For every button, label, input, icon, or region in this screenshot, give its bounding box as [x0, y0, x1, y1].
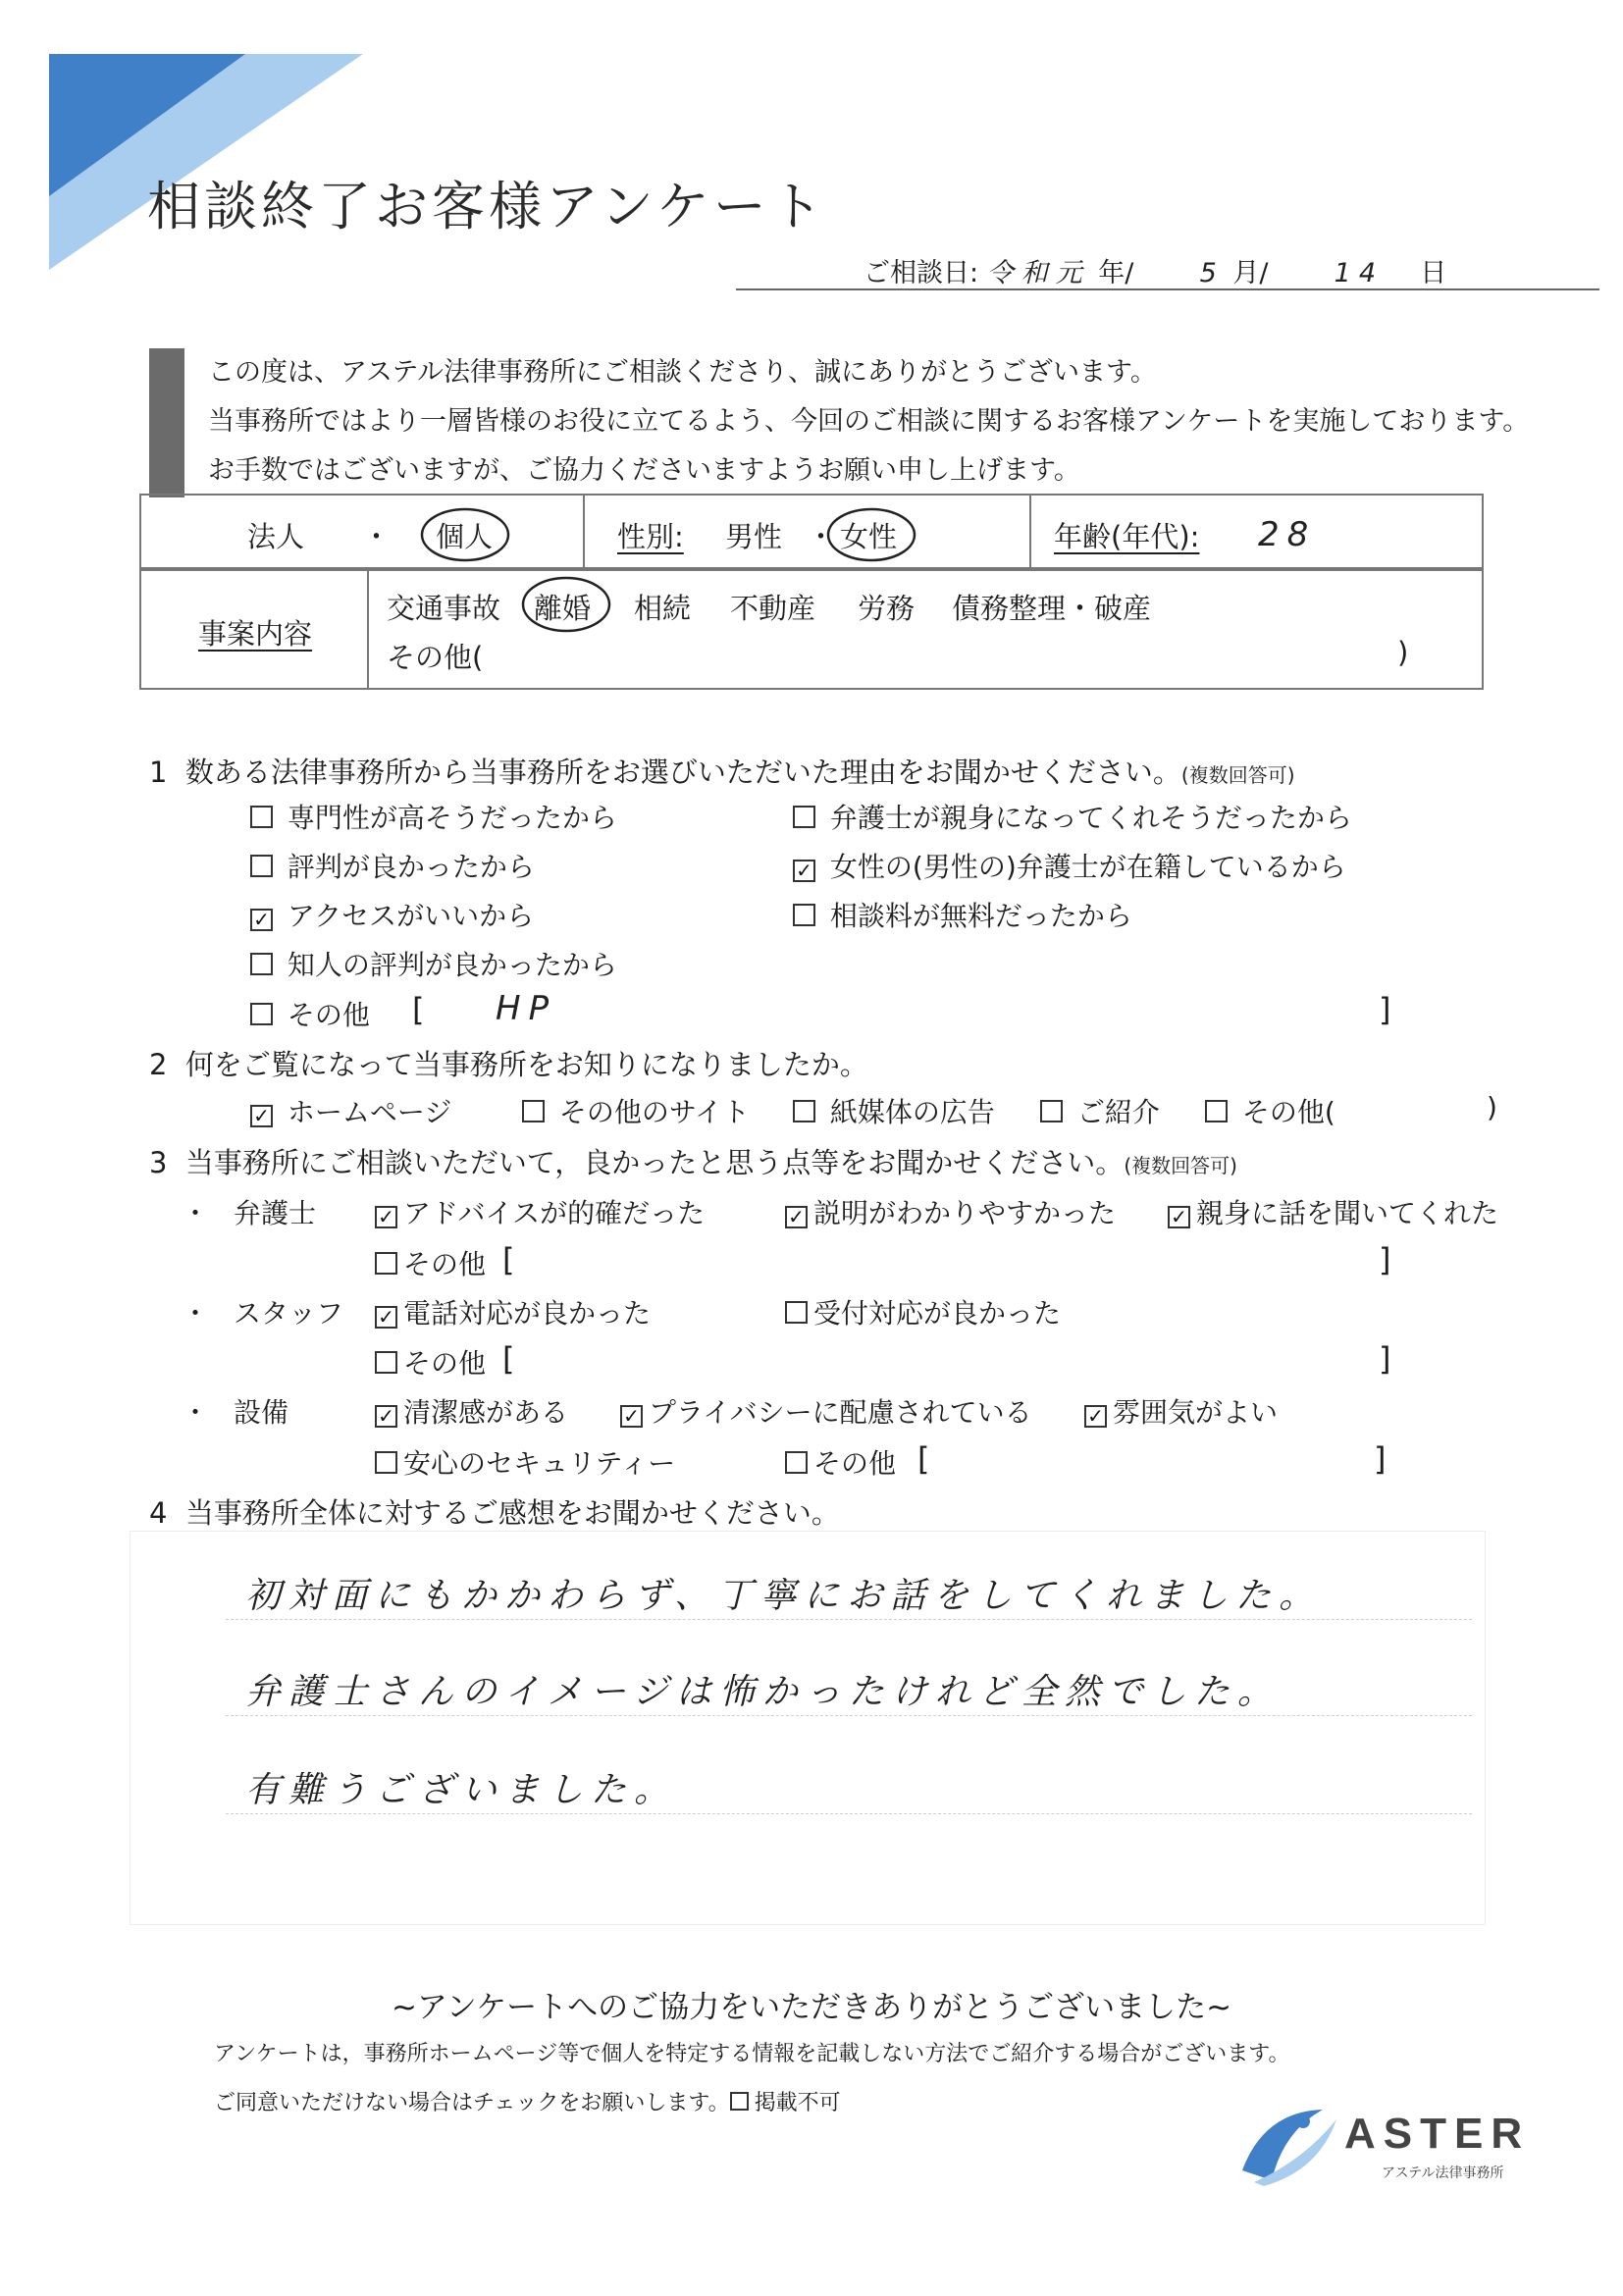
checkbox-icon	[250, 806, 273, 828]
q1-option[interactable]: 相談料が無料だったから	[793, 895, 1132, 934]
checkbox-checked-icon: ✓	[375, 1405, 397, 1428]
profile-row: 法人 ・ 個人 性別: 男性 ・ 女性 年齢(年代): 28	[139, 494, 1484, 569]
q2-option[interactable]: その他のサイト	[522, 1091, 750, 1130]
q4-answer-line: 有難うございました。	[245, 1770, 678, 1810]
q3-option[interactable]: ✓ 雰囲気がよい	[1084, 1391, 1278, 1431]
checkbox-icon	[250, 1003, 273, 1025]
q1-option[interactable]: 評判が良かったから	[250, 846, 535, 885]
q3-option[interactable]: ✓ 電話対応が良かった	[375, 1292, 651, 1331]
matter-item[interactable]: 債務整理・破産	[952, 592, 1152, 625]
matter-item[interactable]: 離婚	[534, 592, 592, 625]
logo-sub: アステル法律事務所	[1382, 2166, 1504, 2181]
page-title: 相談終了お客様アンケート	[147, 176, 827, 237]
date-underline	[736, 288, 1599, 290]
date-month: 5	[1199, 258, 1225, 288]
q3-facility-label: 設備	[234, 1396, 289, 1429]
q1-option[interactable]: 弁護士が親身になってくれそうだったから	[793, 797, 1352, 836]
q2-option[interactable]: 紙媒体の広告	[793, 1091, 995, 1130]
checkbox-icon	[785, 1301, 808, 1324]
q1-option[interactable]: ✓ アクセスがいいから	[250, 895, 534, 934]
q3-option[interactable]: ✓ 清潔感がある	[375, 1391, 568, 1431]
q3-option[interactable]: ✓ プライバシーに配慮されている	[620, 1391, 1032, 1431]
checkbox-checked-icon: ✓	[250, 1105, 273, 1127]
age-value: 28	[1258, 515, 1317, 554]
option-individual[interactable]: 個人	[436, 520, 494, 553]
q3-option[interactable]: ✓ 親身に話を聞いてくれた	[1168, 1192, 1498, 1231]
date-day: 14	[1334, 258, 1385, 288]
q3-staff-label: スタッフ	[234, 1297, 344, 1330]
checkbox-icon	[785, 1451, 808, 1474]
matter-item[interactable]: 不動産	[730, 592, 816, 625]
checkbox-checked-icon: ✓	[1168, 1206, 1190, 1228]
checkbox-icon	[375, 1351, 397, 1374]
checkbox-icon	[375, 1252, 397, 1275]
q4-answer-line: 弁護士さんのイメージは怖かったけれど全然でした。	[245, 1672, 1281, 1712]
aster-logo	[1234, 2102, 1558, 2190]
q2-option[interactable]: その他(	[1205, 1091, 1335, 1130]
circle-mark	[519, 573, 617, 636]
matter-item[interactable]: 交通事故	[387, 592, 501, 625]
q2-option[interactable]: ご紹介	[1040, 1091, 1160, 1130]
checkbox-checked-icon: ✓	[785, 1206, 808, 1228]
circle-mark	[418, 503, 516, 566]
logo-word: ASTER	[1344, 2110, 1531, 2158]
checkbox-icon	[793, 1100, 815, 1122]
q3-lawyer-label: 弁護士	[234, 1197, 317, 1229]
intro-bar	[149, 348, 184, 497]
q1-option[interactable]: ✓ 女性の(男性の)弁護士が在籍しているから	[793, 846, 1346, 885]
checkbox-checked-icon: ✓	[1084, 1405, 1107, 1428]
logo-swoosh-icon	[1234, 2102, 1342, 2190]
thanks-message: ~アンケートへのご協力をいただきありがとうございました~	[391, 1990, 1232, 2025]
checkbox-checked-icon: ✓	[375, 1206, 397, 1228]
option-female[interactable]: 女性	[840, 520, 898, 553]
matter-row: 事案内容 交通事故 離婚 相続 不動産 労務 債務整理・破産 その他( )	[139, 569, 1484, 690]
q3-option[interactable]: ✓ アドバイスが的確だった	[375, 1192, 705, 1231]
q3-option-other[interactable]: その他	[375, 1243, 486, 1282]
q4-heading: 4 当事務所全体に対するご感想をお聞かせください。	[149, 1496, 840, 1530]
matter-item[interactable]: 労務	[858, 592, 916, 625]
intro-line: 当事務所ではより一層皆様のお役に立てるよう、今回のご相談に関するお客様アンケートを実施しております。	[208, 406, 1530, 437]
checkbox-icon	[1040, 1100, 1063, 1122]
checkbox-icon	[793, 904, 815, 926]
q1-heading: 1 数ある法律事務所から当事務所をお選びいただいた理由をお聞かせください。(複数回答可)	[149, 756, 1295, 789]
checkbox-icon[interactable]	[730, 2092, 749, 2111]
checkbox-icon	[250, 855, 273, 877]
q3-option-other[interactable]: その他	[375, 1342, 486, 1382]
checkbox-checked-icon: ✓	[250, 909, 273, 931]
optout-note: ご同意いただけない場合はチェックをお願いします。 掲載不可	[214, 2091, 841, 2115]
q3-heading: 3 当事務所にご相談いただいて，良かったと思う点等をお聞かせください。(複数回答可)	[149, 1146, 1237, 1179]
q3-option[interactable]: 安心のセキュリティー	[375, 1442, 675, 1482]
q2-heading: 2 何をご覧になって当事務所をお知りになりましたか。	[149, 1048, 868, 1081]
q1-option[interactable]: 知人の評判が良かったから	[250, 944, 617, 983]
q3-option[interactable]: 受付対応が良かった	[785, 1292, 1061, 1331]
option-male[interactable]: 男性	[725, 520, 783, 553]
matter-item[interactable]: 相続	[634, 592, 692, 625]
q3-option-other[interactable]: その他	[785, 1442, 896, 1482]
checkbox-checked-icon: ✓	[793, 860, 815, 882]
q1-option[interactable]: 専門性が高そうだったから	[250, 797, 617, 836]
checkbox-icon	[250, 953, 273, 975]
checkbox-icon	[375, 1451, 397, 1474]
corner-decoration	[0, 0, 393, 294]
publish-note: アンケートは，事務所ホームページ等で個人を特定する情報を記載しない方法でご紹介する場合がございます。	[214, 2042, 1290, 2066]
date-era: 令和元	[986, 258, 1090, 288]
checkbox-icon	[1205, 1100, 1228, 1122]
q1-option-other[interactable]: その他	[250, 994, 370, 1033]
checkbox-icon	[522, 1100, 545, 1122]
q1-other-value: HP	[496, 989, 557, 1028]
checkbox-checked-icon: ✓	[375, 1306, 397, 1329]
intro-line: お手数ではございますが、ご協力くださいますようお願い申し上げます。	[208, 455, 1080, 486]
q3-option[interactable]: ✓ 説明がわかりやすかった	[785, 1192, 1116, 1231]
q4-answer-line: 初対面にもかかわらず、丁寧にお話をしてくれました。	[245, 1576, 1323, 1616]
circle-mark	[824, 503, 922, 566]
intro-block	[149, 348, 1530, 497]
q2-option[interactable]: ✓ ホームページ	[250, 1091, 451, 1130]
consult-date: ご相談日: 令和元 年/ 5 月/ 14 日	[864, 258, 1447, 288]
checkbox-checked-icon: ✓	[620, 1405, 643, 1428]
checkbox-icon	[793, 806, 815, 828]
intro-line: この度は、アステル法律事務所にご相談くださり、誠にありがとうございます。	[208, 357, 1157, 388]
